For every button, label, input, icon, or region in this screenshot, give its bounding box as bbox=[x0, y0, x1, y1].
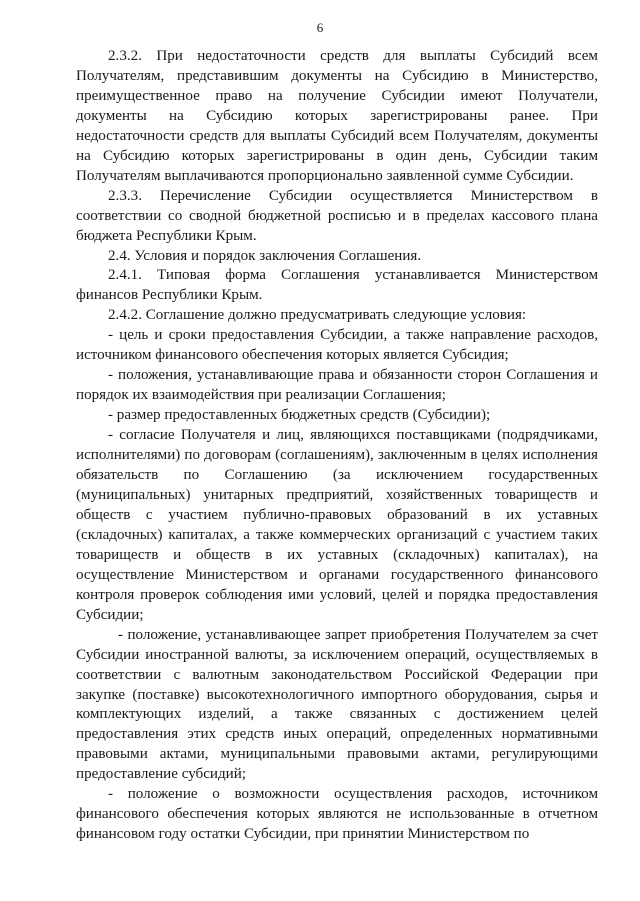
condition-rights-obligations: - положения, устанавливающие права и обязанности сторон Соглашения и порядок их взаимодействия при реализации Соглашения; bbox=[76, 367, 598, 404]
condition-subsidy-amount: - размер предоставленных бюджетных средств (Субсидии); bbox=[108, 407, 491, 424]
condition-purpose-terms: - цель и сроки предоставления Субсидии, а также направление расходов, источником финансового обеспечения которых является Субсидия; bbox=[76, 327, 598, 364]
paragraph-2-3-3: 2.3.3. Перечисление Субсидии осуществляется Министерством в соответствии со сводной бюджетной росписью и в пределах кассового плана бюджета Республики Крым. bbox=[76, 187, 598, 244]
paragraph-2-4: 2.4. Условия и порядок заключения Соглашения. bbox=[108, 247, 422, 264]
paragraph-2-4-1: 2.4.1. Типовая форма Соглашения устанавливается Министерством финансов Республики Крым. bbox=[76, 267, 598, 304]
page-number: 6 bbox=[316, 20, 324, 35]
condition-unused-balance: - положение о возможности осуществления расходов, источником финансового обеспечения которых являются не использованные в отчетном финансовом году остатки Субсидии, при принятии Министерством по bbox=[76, 786, 598, 843]
condition-audit-consent: - согласие Получателя и лиц, являющихся поставщиками (подрядчиками, исполнителями) по договорам (соглашениям), заключенным в целях исполнения обязательств по Соглашению (за исключением государственных (муниципальных) унитарных предприятий, хозяйственных товариществ и обществ с участием публично-правовых образований в их уставных (складочных) капиталах, а также коммерческих организаций с участием таких товариществ и обществ в их уставных (складочных) капиталах), на осуществление Министерством и органами государственного финансового контроля проверок соблюдения ими условий, целей и порядка предоставления Субсидии; bbox=[76, 427, 598, 623]
document-body bbox=[76, 47, 598, 845]
paragraph-2-4-2: 2.4.2. Соглашение должно предусматривать следующие условия: bbox=[108, 307, 527, 324]
condition-currency-ban: - положение, устанавливающее запрет приобретения Получателем за счет Субсидии иностранной валюты, за исключением операций, осуществляемых в соответствии с валютным законодательством Российской Федерации при закупке (поставке) высокотехнологичного импортного оборудования, сырья и комплектующих изделий, а также связанных с достижением целей предоставления этих средств иных операций, определенных нормативными правовыми актами, муниципальными правовыми актами, регулирующими предоставление субсидий; bbox=[76, 626, 598, 783]
paragraph-2-3-2: 2.3.2. При недостаточности средств для выплаты Субсидий всем Получателям, представившим документы на Субсидию в Министерство, преимущественное право на получение Субсидии имеют Получатели, документы на Субсидию которых зарегистрированы ранее. При недостаточности средств для выплаты Субсидий всем Получателям, документы на Субсидию которых зарегистрированы в один день, Субсидии таким Получателям выплачиваются пропорционально заявленной сумме Субсидии. bbox=[76, 48, 598, 184]
